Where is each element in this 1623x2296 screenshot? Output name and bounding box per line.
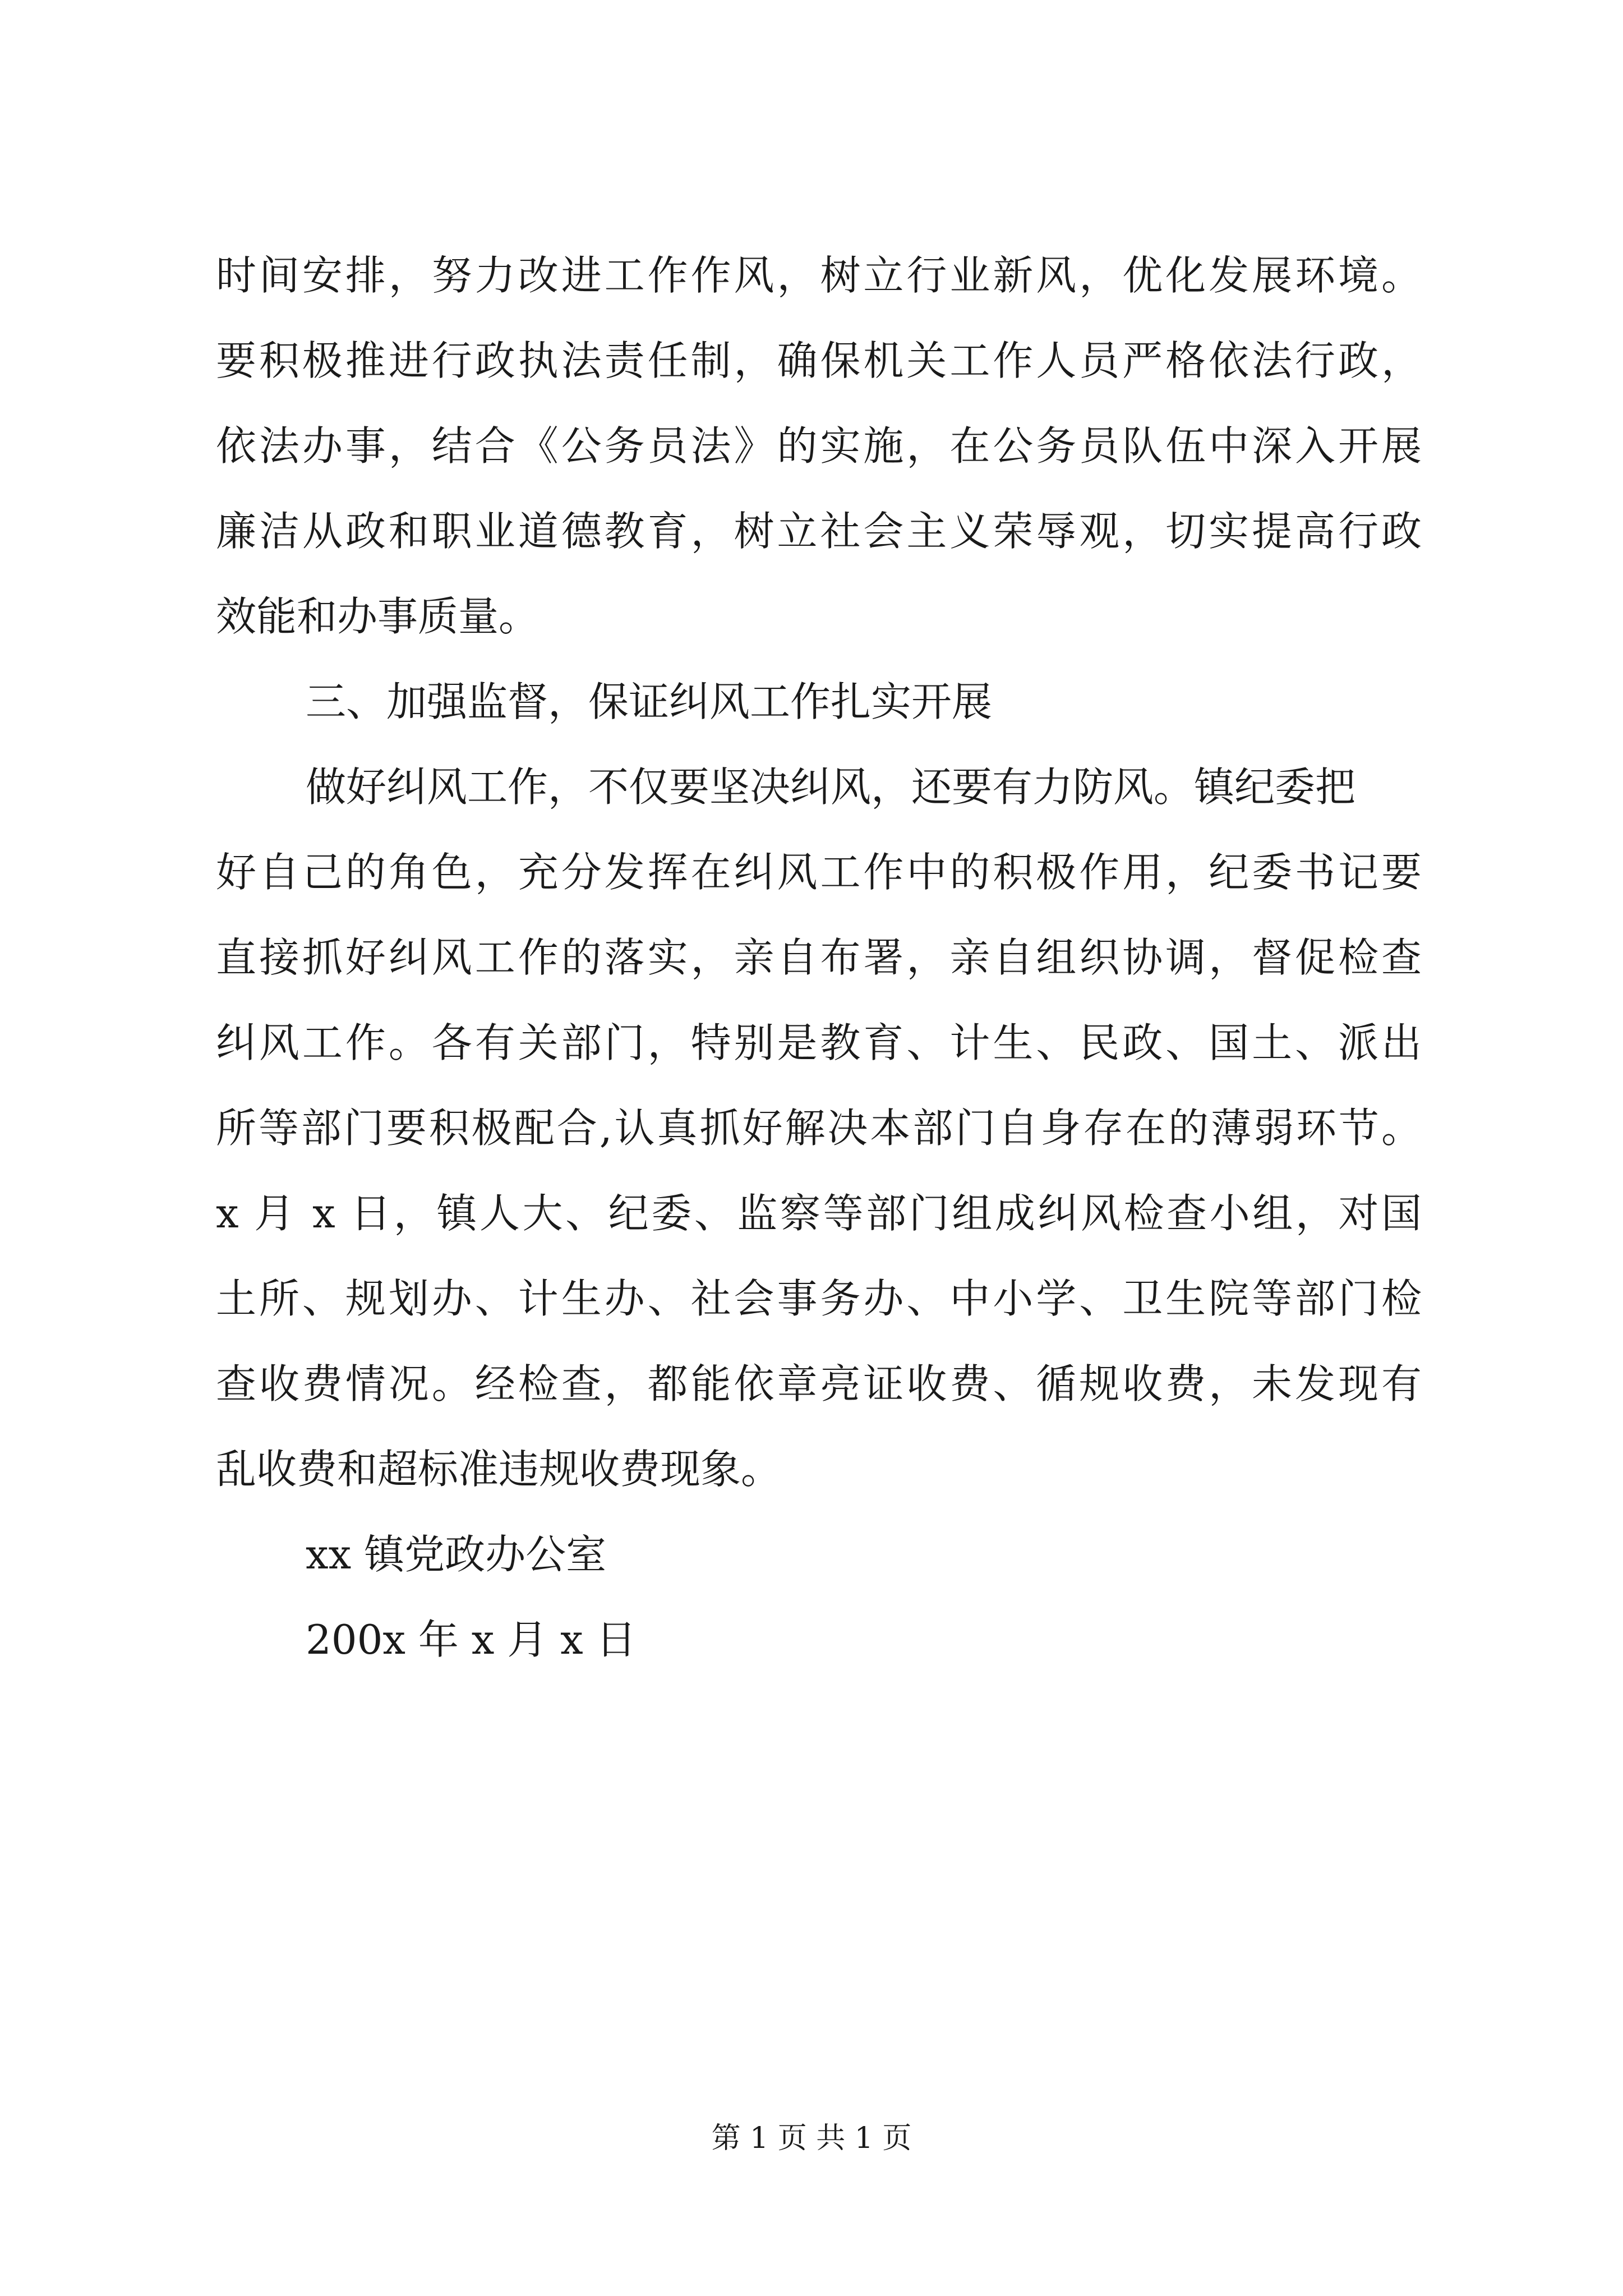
document-body: [216, 252, 1422, 1705]
text-line: 土所、规划办、计生办、社会事务办、中小学、卫生院等部门检: [216, 1275, 1422, 1322]
text-line: 查收费情况。经检查，都能依章亮证收费、循规收费，未发现有: [216, 1360, 1422, 1407]
text-line: x 月 x 日，镇人大、纪委、监察等部门组成纠风检查小组，对国: [216, 1190, 1422, 1237]
paragraph-supervision: [216, 763, 1422, 1493]
text-line: 纠风工作。各有关部门，特别是教育、计生、民政、国土、派出: [216, 1019, 1422, 1066]
page-number-footer: 第 1 页 共 1 页: [711, 2122, 912, 2155]
signature-date: 200x 年 x 月 x 日: [306, 1616, 637, 1663]
text-line: 要积极推进行政执法责任制，确保机关工作人员严格依法行政，: [216, 337, 1422, 384]
text-line: 效能和办事质量。: [216, 593, 540, 640]
text-line: 廉洁从政和职业道德教育，树立社会主义荣辱观，切实提高行政: [216, 508, 1422, 555]
text-line: 做好纠风工作，不仅要坚决纠风，还要有力防风。镇纪委把: [306, 763, 1356, 811]
text-line: 好自己的角色，充分发挥在纠风工作中的积极作用，纪委书记要: [216, 849, 1422, 896]
text-line: 直接抓好纠风工作的落实，亲自布署，亲自组织协调，督促检查: [216, 934, 1422, 981]
text-line: 依法办事，结合《公务员法》的实施，在公务员队伍中深入开展: [216, 422, 1422, 470]
text-line: 时间安排，努力改进工作作风，树立行业新风，优化发展环境。: [216, 252, 1422, 299]
paragraph-work-style: [216, 252, 1422, 640]
text-line: 所等部门要积极配合,认真抓好解决本部门自身存在的薄弱环节。: [216, 1105, 1422, 1152]
signature-office: xx 镇党政办公室: [306, 1531, 607, 1578]
text-line: 乱收费和超标准违规收费现象。: [216, 1446, 782, 1493]
signature-block: [216, 1531, 1422, 1663]
section-heading: 三、加强监督，保证纠风工作扎实开展: [306, 678, 993, 725]
